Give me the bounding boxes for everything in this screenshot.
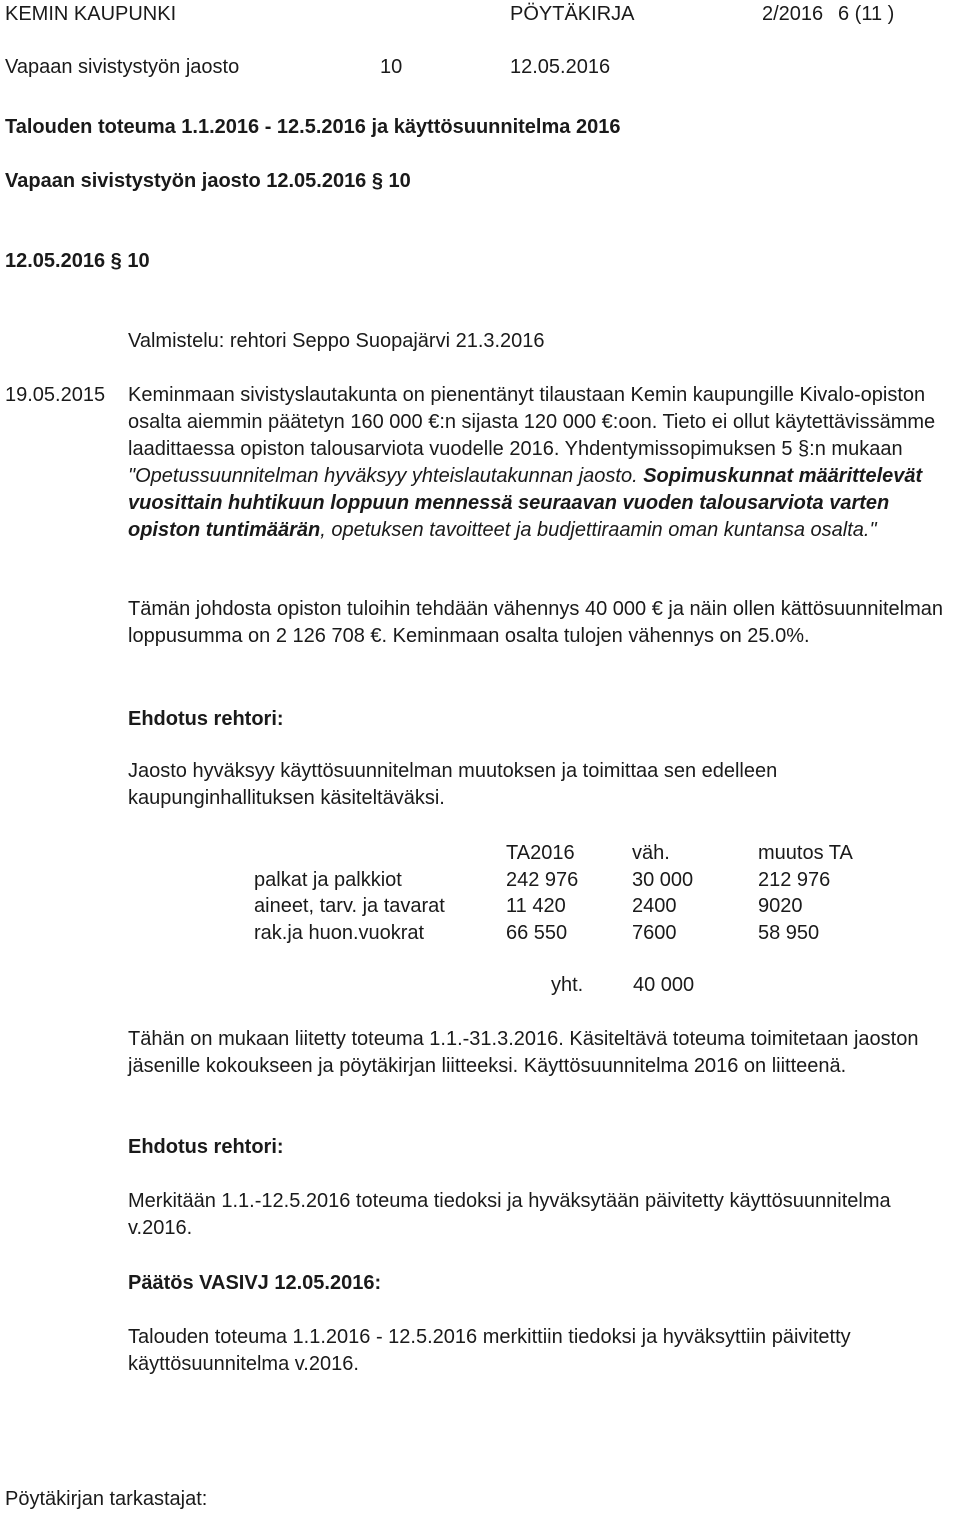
table-cell: palkat ja palkkiot [254,868,402,891]
table-row [254,867,888,894]
page-title: Talouden toteuma 1.1.2016 - 12.5.2016 ja käyttösuunnitelma 2016 [5,116,621,138]
history-quote-end: , opetuksen tavoitteet ja budjettiraamin oman kuntansa osalta." [320,519,877,541]
table-cell: 212 976 [758,868,831,891]
table-row [254,920,888,947]
table-cell: 66 550 [506,921,568,944]
attachment-paragraph: Tähän on mukaan liitetty toteuma 1.1.-31.3.2016. Käsiteltävä toteuma toimitetaan jaoston jäsenille kokoukseen ja pöytäkirjan liitteeksi. Käyttösuunnitelma 2016 on liitteenä. [128,1028,919,1077]
doc-number: 2/2016 [762,3,824,25]
table-cell: rak.ja huon.vuokrat [254,921,425,944]
decision-text: Talouden toteuma 1.1.2016 - 12.5.2016 merkittiin tiedoksi ja hyväksyttiin päivitetty käyttösuunnitelma v.2016. [128,1326,851,1375]
total-value: 40 000 [633,974,695,996]
reference-committee: Vapaan sivistystyön jaosto 12.05.2016 § 10 [5,170,411,192]
history-paragraph [128,382,958,544]
table-cell: 58 950 [758,921,820,944]
table-cell: 2400 [632,895,677,917]
table-header-cell: muutos TA [758,842,853,864]
doc-type: PÖYTÄKIRJA [510,3,635,25]
table-row [254,893,888,920]
table-cell: 7600 [632,921,677,944]
history-quote: "Opetussuunnitelman hyväksyy yhteislautakunnan jaosto. [128,465,644,487]
budget-table [254,840,888,946]
reviewers-label: Pöytäkirjan tarkastajat: [5,1488,208,1510]
proposal-text-2: Merkitään 1.1.-12.5.2016 toteuma tiedoksi ja hyväksytään päivitetty käyttösuunnitelma v.2016. [128,1190,891,1239]
history-date: 19.05.2015 [5,384,106,406]
proposal-heading: Ehdotus rehtori: [128,708,284,730]
table-cell: 242 976 [506,868,579,891]
proposal-text: Jaosto hyväksyy käyttösuunnitelman muutoksen ja toimittaa sen edelleen kaupunginhallituksen käsiteltäväksi. [128,760,778,809]
page-number: 6 (11 ) [838,3,895,25]
reduction-paragraph: Tämän johdosta opiston tuloihin tehdään vähennys 40 000 € ja näin ollen kättösuunnitelman loppusumma on 2 126 708 €. Keminmaan osalta tulojen vähennys on 25.0%. [128,598,944,647]
reference-section: 12.05.2016 § 10 [5,250,150,272]
meeting-date: 12.05.2016 [510,56,611,78]
decision-heading: Päätös VASIVJ 12.05.2016: [128,1272,382,1294]
history-quote-bold: Sopimuskunnat määrittelevät vuosittain huhtikuun loppuun mennessä seuraavan vuoden talousarviota varten opiston tuntimäärän [128,465,923,541]
table-cell: 11 420 [506,895,566,917]
preparation-line: Valmistelu: rehtori Seppo Suopajärvi 21.3.2016 [128,330,545,352]
table-cell: 9020 [758,895,803,917]
table-cell: aineet, tarv. ja tavarat [254,895,445,917]
section-number: 10 [380,56,403,78]
table-header-row [254,840,888,867]
table-header-cell [254,840,506,867]
org-name: KEMIN KAUPUNKI [5,3,177,25]
committee-name: Vapaan sivistystyön jaosto [5,56,240,78]
table-cell: 30 000 [632,868,694,891]
total-label: yht. [551,974,584,996]
table-header-cell: TA2016 [506,842,575,864]
history-text: Keminmaan sivistyslautakunta on pienentänyt tilaustaan Kemin kaupungille Kivalo-opiston osalta aiemmin päätetyn 160 000 €:n sijasta 120 000 €:oon. Tieto ei ollut käytettävissämme laadittaessa opiston talousarviota vuodelle 2016. Yhdentymissopimuksen 5 §:n mukaan [128,384,936,460]
table-header-cell: väh. [632,842,670,864]
proposal-heading-2: Ehdotus rehtori: [128,1136,284,1158]
